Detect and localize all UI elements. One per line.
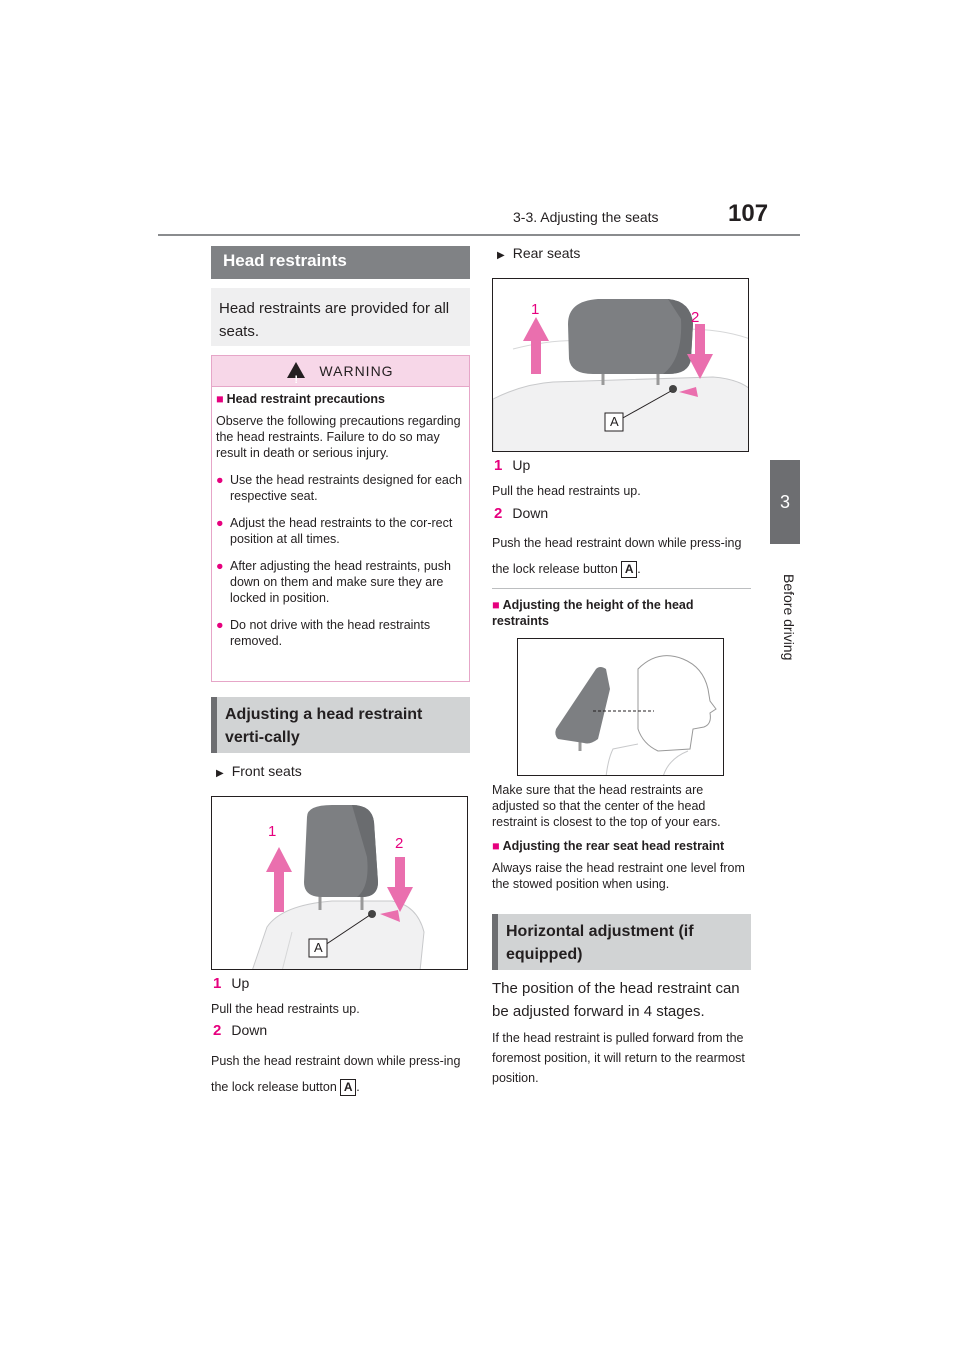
bullet-icon: ● xyxy=(216,473,224,487)
square-bullet-icon: ■ xyxy=(492,598,500,612)
warning-subheading: ■ Head restraint precautions xyxy=(216,392,385,406)
triangle-bullet-icon: ▶ xyxy=(497,250,505,261)
warning-item: ● Adjust the head restraints to the cor-rect position at all times. xyxy=(216,516,453,546)
fig-label-button: A xyxy=(610,414,619,429)
front-step-up: 1 Up xyxy=(213,975,250,992)
divider xyxy=(492,588,751,589)
page-number: 107 xyxy=(728,200,769,227)
lock-button-ref: A xyxy=(340,1079,356,1096)
horizontal-lead: The position of the head restraint can be adjusted forward in 4 stages. xyxy=(492,980,740,1020)
warning-triangle-icon: ! xyxy=(287,362,305,378)
front-seat-figure xyxy=(211,796,468,970)
bullet-icon: ● xyxy=(216,559,224,573)
horizontal-note: If the head restraint is pulled forward from the foremost position, it will return to the rearmost position. xyxy=(492,1031,745,1085)
rear-step-down: 2 Down xyxy=(494,505,549,522)
rear-height-heading: ■ Adjusting the rear seat head restraint xyxy=(492,839,725,853)
fig-label-down: 2 xyxy=(395,835,404,852)
bullet-icon: ● xyxy=(216,516,224,530)
header-rule xyxy=(158,234,800,236)
fig-label-up: 1 xyxy=(268,823,277,840)
horizontal-adjust-heading: Horizontal adjustment (if equipped) xyxy=(492,914,751,970)
fig-label-down: 2 xyxy=(691,309,700,326)
rear-seats-label: ▶ Rear seats xyxy=(497,245,581,261)
warning-box xyxy=(211,355,470,682)
vertical-adjust-heading: Adjusting a head restraint verti-cally xyxy=(211,697,470,753)
height-heading: ■ Adjusting the height of the head restraints xyxy=(492,598,694,628)
height-figure xyxy=(517,638,724,776)
rear-height-text: Always raise the head restraint one level from the stowed position when using. xyxy=(492,861,745,891)
chapter-tab: 3 xyxy=(770,460,800,544)
front-seats-label: ▶ Front seats xyxy=(216,763,302,779)
section-title: 3-3. Adjusting the seats xyxy=(513,209,659,225)
bullet-icon: ● xyxy=(216,618,224,632)
front-step-up-desc: Pull the head restraints up. xyxy=(211,1002,360,1016)
front-seat-illustration xyxy=(212,797,468,970)
square-bullet-icon: ■ xyxy=(492,839,500,853)
warning-intro: Observe the following precautions regarding the head restraints. Failure to do so may result in death or serious injury. xyxy=(216,414,461,460)
rear-step-up: 1 Up xyxy=(494,457,531,474)
square-bullet-icon: ■ xyxy=(216,392,224,406)
rear-seat-figure xyxy=(492,278,749,452)
fig-label-up: 1 xyxy=(531,301,540,318)
warning-title: WARNING xyxy=(319,363,394,379)
warning-header xyxy=(212,356,469,387)
front-step-down-desc: Push the head restraint down while press-ing the lock release button A . xyxy=(211,1054,461,1095)
head-restraints-intro: Head restraints are provided for all seats. xyxy=(211,288,470,346)
front-step-down: 2 Down xyxy=(213,1022,268,1039)
lock-button-ref: A xyxy=(621,561,637,578)
fig-label-button: A xyxy=(314,940,323,955)
warning-item: ● After adjusting the head restraints, push down on them and make sure they are locked in position. xyxy=(216,559,451,605)
warning-item: ● Use the head restraints designed for each respective seat. xyxy=(216,473,463,503)
head-position-illustration xyxy=(518,639,724,776)
head-restraints-heading: Head restraints xyxy=(211,246,470,279)
rear-step-up-desc: Pull the head restraints up. xyxy=(492,484,641,498)
warning-item: ● Do not drive with the head restraints removed. xyxy=(216,618,431,648)
rear-step-down-desc: Push the head restraint down while press-ing the lock release button A . xyxy=(492,536,742,577)
chapter-label: Before driving xyxy=(781,574,797,661)
height-text: Make sure that the head restraints are adjusted so that the center of the head restraint is closest to the top of your ears. xyxy=(492,783,721,829)
triangle-bullet-icon: ▶ xyxy=(216,768,224,779)
